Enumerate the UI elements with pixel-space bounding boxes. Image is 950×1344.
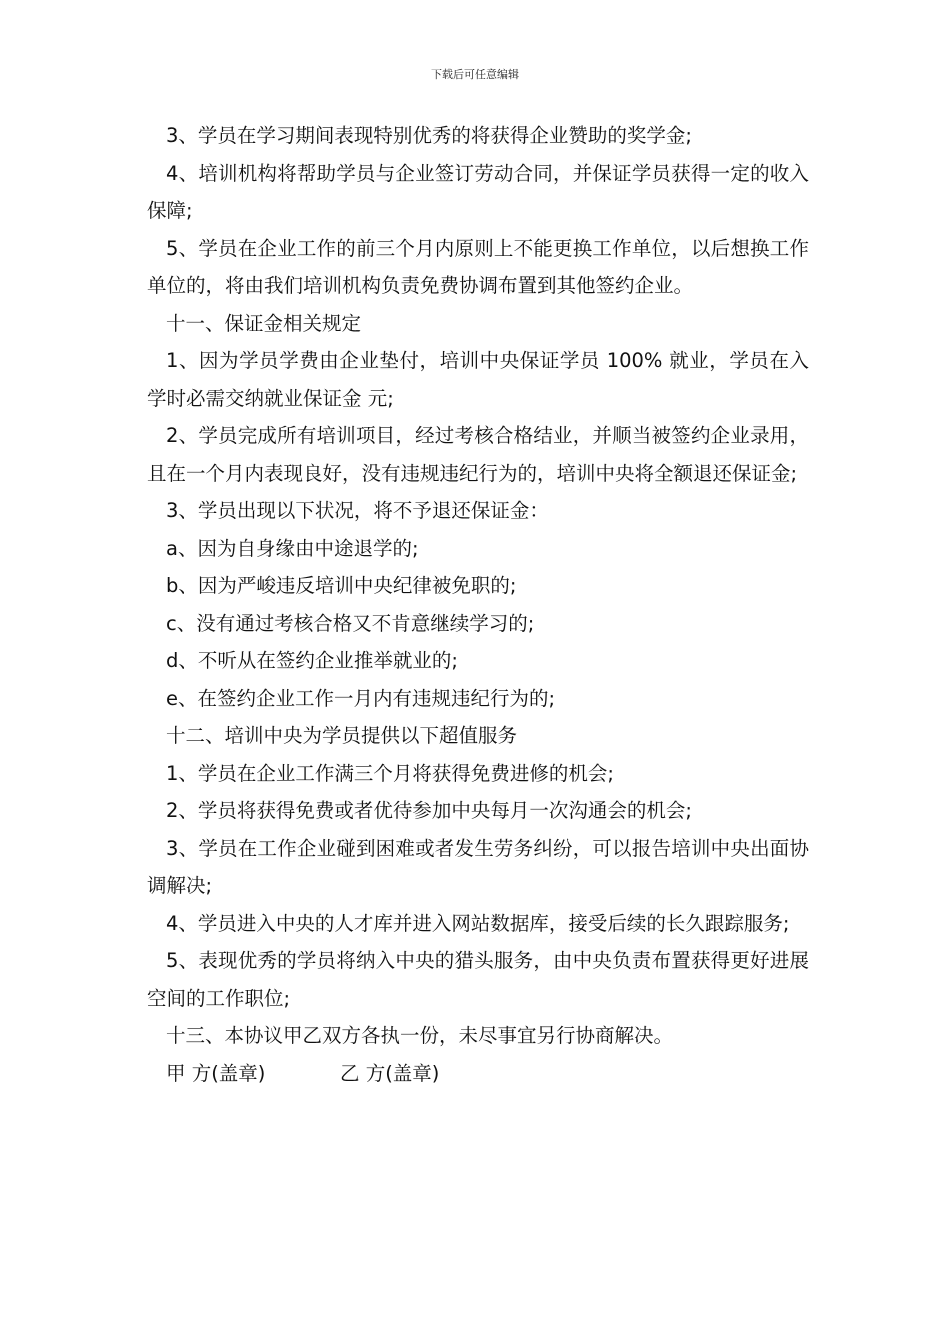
paragraph: 5、表现优秀的学员将纳入中央的猎头服务，由中央负责布置获得更好进展空间的工作职位; <box>147 949 809 1010</box>
signature-line <box>147 1055 809 1093</box>
paragraph: 2、学员将获得免费或者优待参加中央每月一次沟通会的机会; <box>166 799 692 822</box>
paragraph: 3、学员出现以下状况，将不予退还保证金： <box>166 499 549 522</box>
paragraph: 3、学员在工作企业碰到困难或者发生劳务纠纷，可以报告培训中央出面协调解决; <box>147 836 809 897</box>
list-item: c、没有通过考核合格又不肯意继续学习的; <box>166 611 535 635</box>
paragraph: 2、学员完成所有培训项目，经过考核合格结业，并顺当被签约企业录用，且在一个月内表现良好，没有违规违纪行为的，培训中央将全额退还保证金; <box>147 424 809 485</box>
list-item: a、因为自身缘由中途退学的; <box>166 536 419 560</box>
party-b-seal: 乙 方(盖章) <box>340 1061 440 1085</box>
list-item: d、不听从在签约企业推举就业的; <box>166 649 458 672</box>
list-item: b、因为严峻违反培训中央纪律被免职的; <box>166 574 517 597</box>
list-item: e、在签约企业工作一月内有违规违纪行为的; <box>166 686 556 710</box>
section-heading: 十一、保证金相关规定 <box>166 311 362 335</box>
section-heading: 十三、本协议甲乙双方各执一份，未尽事宜另行协商解决。 <box>166 1024 674 1047</box>
paragraph: 3、学员在学习期间表现特别优秀的将获得企业赞助的奖学金; <box>166 124 692 147</box>
paragraph: 1、因为学员学费由企业垫付，培训中央保证学员 100% 就业，学员在入学时必需交纳就业保证金 元; <box>147 349 809 410</box>
paragraph: 1、学员在企业工作满三个月将获得免费进修的机会; <box>166 761 614 785</box>
paragraph: 4、学员进入中央的人才库并进入网站数据库，接受后续的长久跟踪服务; <box>166 911 790 935</box>
page-header: 下载后可任意编辑 <box>431 68 519 81</box>
paragraph: 5、学员在企业工作的前三个月内原则上不能更换工作单位，以后想换工作单位的，将由我们培训机构负责免费协调布置到其他签约企业。 <box>147 236 809 297</box>
document-body <box>147 117 809 1092</box>
section-heading: 十二、培训中央为学员提供以下超值服务 <box>166 724 518 747</box>
paragraph: 4、培训机构将帮助学员与企业签订劳动合同，并保证学员获得一定的收入保障; <box>147 161 809 222</box>
party-a-seal: 甲 方(盖章) <box>166 1061 266 1085</box>
